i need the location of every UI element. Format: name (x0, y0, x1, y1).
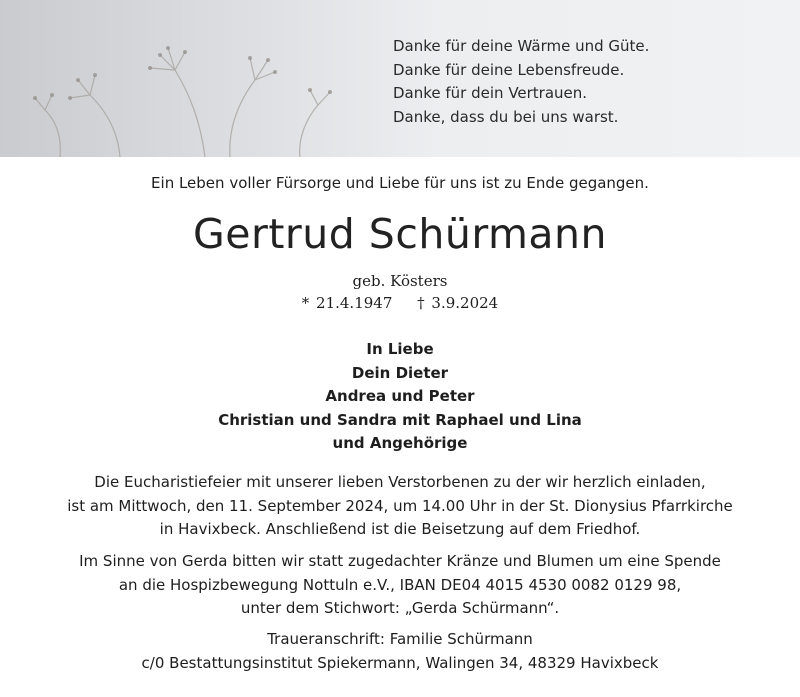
poem-line: Danke, dass du bei uns warst. (393, 107, 619, 126)
mourning-address (0, 628, 800, 675)
family-line: In Liebe (366, 340, 434, 358)
donation-request (0, 550, 800, 621)
intro-text: Ein Leben voller Fürsorge und Liebe für uns ist zu Ende gegangen. (151, 174, 649, 192)
deceased-name: Gertrud Schürmann (192, 210, 608, 258)
poem-line: Danke für dein Vertrauen. (393, 84, 588, 102)
birth-date: * 21.4.1947 (301, 294, 393, 312)
family-signature (0, 338, 800, 456)
mass-announcement (0, 471, 800, 542)
mass-line: in Havixbeck. Anschließend ist die Beisetzung auf dem Friedhof. (159, 520, 641, 538)
address-line: Traueranschrift: Familie Schürmann (267, 630, 533, 648)
family-line: Andrea und Peter (325, 387, 475, 405)
donation-line: Im Sinne von Gerda bitten wir statt zugedachter Kränze und Blumen um eine Spende (79, 552, 721, 570)
address-line: c/0 Bestattungsinstitut Spiekermann, Walingen 34, 48329 Havixbeck (141, 653, 659, 672)
mass-line: Die Eucharistiefeier mit unserer lieben Verstorbenen zu der wir herzlich einladen, (94, 473, 706, 491)
family-line: Christian und Sandra mit Raphael und Lina (218, 410, 582, 429)
poem-line: Danke für deine Lebensfreude. (393, 60, 625, 79)
birth-name: geb. Kösters (352, 272, 448, 290)
life-dates (0, 294, 800, 312)
family-line: Dein Dieter (351, 363, 449, 382)
death-date: † 3.9.2024 (417, 294, 499, 312)
donation-line: unter dem Stichwort: „Gerda Schürmann“. (240, 599, 560, 617)
mass-line: ist am Mittwoch, den 11. September 2024, um 14.00 Uhr in der St. Dionysius Pfarrkirche (67, 496, 733, 515)
poem (393, 35, 649, 129)
family-line: und Angehörige (332, 434, 468, 452)
poem-line: Danke für deine Wärme und Güte. (393, 37, 650, 55)
donation-line: an die Hospizbewegung Nottuln e.V., IBAN DE04 4015 4530 0082 0129 98, (118, 575, 682, 594)
header-photo (0, 0, 800, 157)
